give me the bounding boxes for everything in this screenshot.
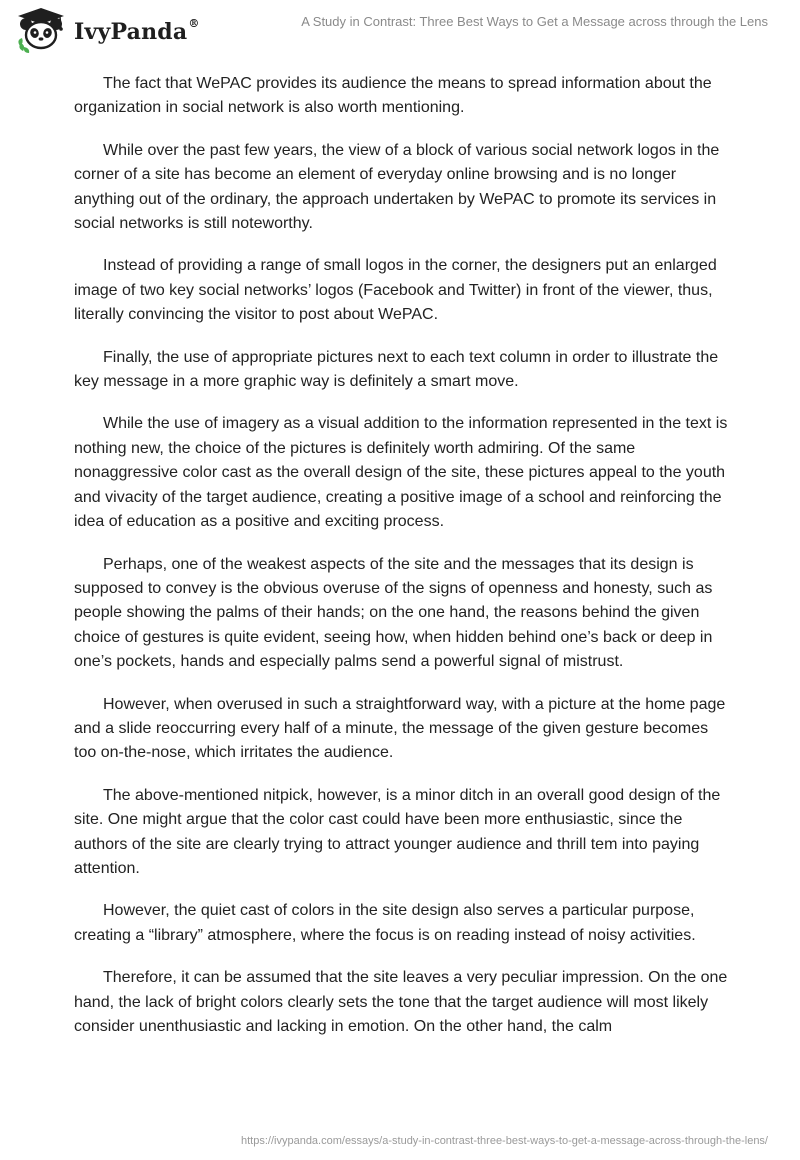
source-url-link[interactable]: https://ivypanda.com/essays/a-study-in-contrast-three-best-ways-to-get-a-message-across-through-the-lens/ (241, 1135, 768, 1147)
paragraph: The above-mentioned nitpick, however, is a minor ditch in an overall good design of the site. One might argue that the color cast could have been more enthusiastic, since the authors of the site are clearly trying to attract younger audience and thrill tem into paying attention. (74, 786, 721, 877)
paragraph: While the use of imagery as a visual addition to the information represented in the text is nothing new, the choice of the pictures is definitely worth admiring. Of the same nonaggressive color cast as the overall design of the site, these pictures appeal to the youth and vivacity of the target audience, creating a positive image of a school and reinforcing the idea of education as a positive and exciting process. (74, 415, 728, 531)
paragraph: While over the past few years, the view of a block of various social network logos in the corner of a site has become an element of everyday online browsing and is no longer anything out of the ordinary, the approach undertaken by WePAC to promote its services in social networks is still noteworthy. (74, 141, 720, 233)
paragraph: Therefore, it can be assumed that the site leaves a very peculiar impression. On the one hand, the lack of bright colors clearly sets the tone that the target audience will most likely consider unenthusiastic and lacking in emotion. On the other hand, the calm (74, 969, 728, 1035)
page-header (0, 0, 800, 60)
paragraph: Instead of providing a range of small logos in the corner, the designers put an enlarged image of two key social networks’ logos (Facebook and Twitter) in front of the viewer, thus, literally convincing the visitor to post about WePAC. (74, 257, 717, 324)
paragraph: However, the quiet cast of colors in the site design also serves a particular purpose, creating a “library” atmosphere, where the focus is on reading instead of noisy activities. (74, 902, 696, 944)
paragraph: Perhaps, one of the weakest aspects of the site and the messages that its design is supposed to convey is the obvious overuse of the signs of openness and honesty, such as people showing the palms of their hands; on the one hand, the reasons behind the given choice of gestures is quite evident, seeing how, when hidden behind one’s back or deep in one’s pockets, hands and especially palms send a powerful signal of mistrust. (74, 555, 713, 671)
ivypanda-logo[interactable] (14, 6, 200, 56)
document-title: A Study in Contrast: Three Best Ways to Get a Message across through the Lens (301, 14, 768, 29)
panda-graduation-cap-icon (14, 6, 68, 56)
paragraph: However, when overused in such a straightforward way, with a picture at the home page and a slide reoccurring every half of a minute, the message of the given gesture becomes too on-the-nose, which irritates the audience. (74, 695, 726, 762)
paragraph: Finally, the use of appropriate pictures next to each text column in order to illustrate the key message in a more graphic way is definitely a smart move. (74, 348, 719, 391)
brand-name (74, 19, 200, 45)
paragraph: The fact that WePAC provides its audience the means to spread information about the organization in social network is also worth mentioning. (74, 75, 712, 117)
registered-mark: ® (188, 17, 200, 30)
essay-body (74, 72, 730, 1057)
brand-label: IvyPanda (74, 19, 188, 45)
